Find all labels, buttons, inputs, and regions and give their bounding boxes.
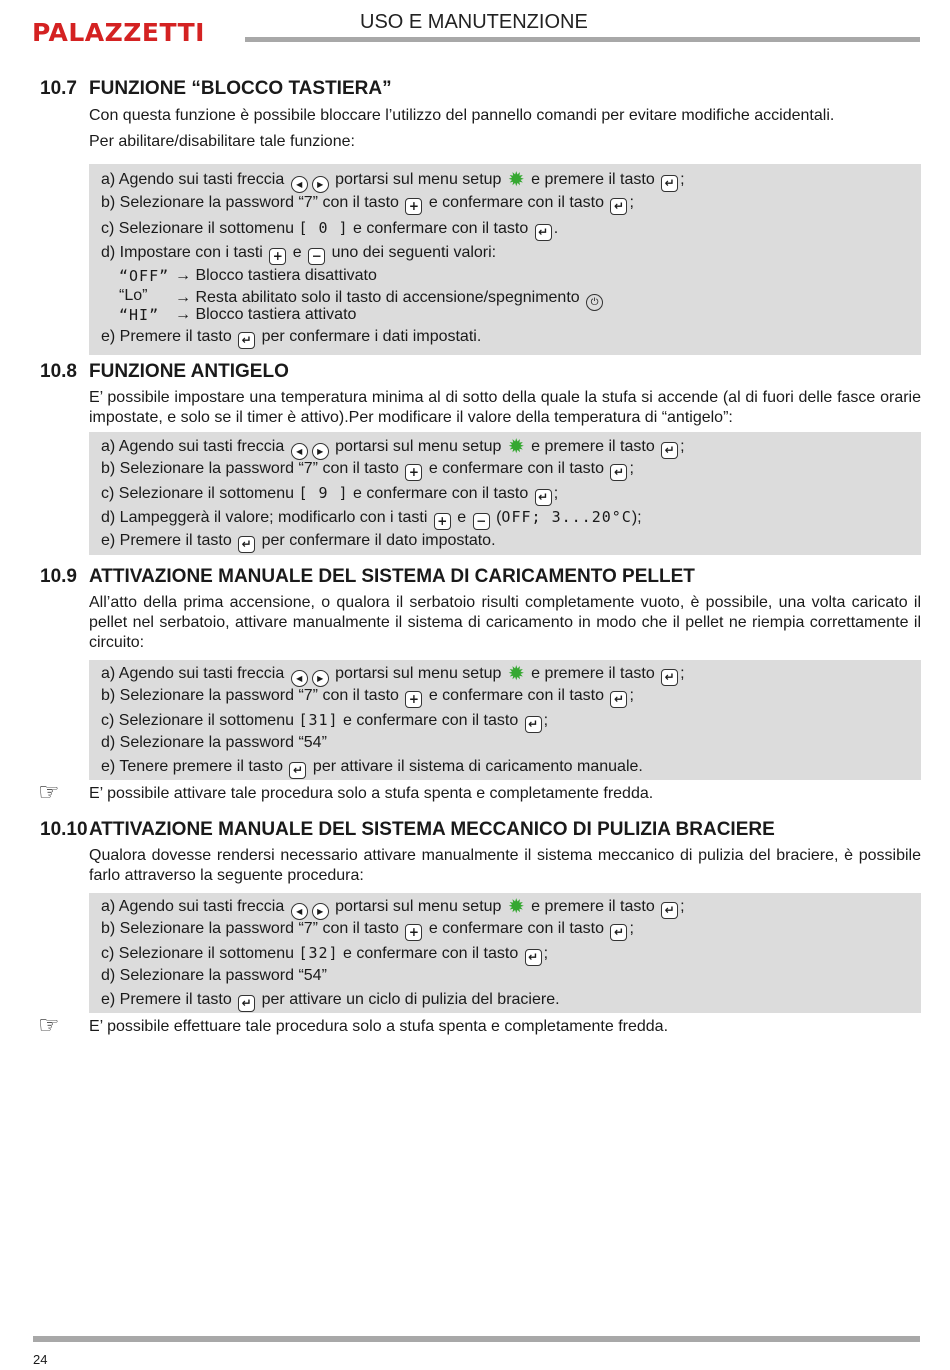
step-text: per attivare un ciclo di pulizia del braciere. [261,991,560,1008]
enter-key-icon: ↵ [535,489,552,506]
pointing-hand-icon: ☞ [38,1011,60,1039]
gear-icon: ✹ [507,434,525,458]
plus-key-icon: + [405,198,422,215]
enter-key-icon: ↵ [525,716,542,733]
section-number: 10.7 [40,78,77,99]
value-code-off: “OFF” [119,267,170,285]
step-text: e confermare con il tasto [343,945,519,962]
step-text: ; [629,460,634,477]
arrow-right-key-icon: ▶ [312,670,329,687]
submenu-code: [ 9 ] [298,484,349,502]
step-d [101,966,327,986]
step-text: portarsi sul menu setup [335,665,502,682]
step-text: ; [629,920,634,937]
step-text: e confermare con il tasto [428,194,605,211]
enter-key-icon: ↵ [525,949,542,966]
step-b [101,919,634,939]
section-title: FUNZIONE “BLOCCO TASTIERA” [89,78,392,99]
step-b [101,686,634,706]
arrow-left-key-icon: ◀ [291,176,308,193]
intro-text: All’atto della prima accensione, o qualora il serbatoio risulti completamente vuoto, è possibile, una volta caricato il pellet nel serbatoio, attivare manualmente il sistema di caricamento in modo che il pellet ne riempia correttamente il circuito: [89,594,921,651]
minus-key-icon: − [473,513,490,530]
value-description: → Blocco tastiera attivato [175,306,357,323]
gear-icon: ✹ [507,661,525,685]
arrow-left-key-icon: ◀ [291,443,308,460]
section-heading [40,819,775,841]
intro-text: E’ possibile impostare una temperatura minima al di sotto della quale la stufa si accende (al di fuori delle fasce orarie impostate, e solo se il timer è attivo).Per modificare il valore della temperatura di “antigelo”: [89,389,921,426]
gear-icon: ✹ [507,894,525,918]
step-text: e confermare con il tasto [343,712,519,729]
step-text: e confermare con il tasto [428,687,605,704]
submenu-code: [32] [298,944,339,962]
footer-rule [33,1336,920,1342]
instruction-box [89,164,921,355]
section-number: 10.9 [40,566,77,587]
step-text: e confermare con il tasto [353,220,529,237]
submenu-code: [31] [298,711,339,729]
pointing-hand-icon: ☞ [38,778,60,806]
intro-text: Qualora dovesse rendersi necessario attivare manualmente il sistema meccanico di pulizia del braciere, è possibile farlo attraverso la seguente procedura: [89,847,921,884]
step-d [101,243,496,263]
submenu-code: [ 0 ] [298,219,349,237]
enter-key-icon: ↵ [610,691,627,708]
enter-key-icon: ↵ [661,669,678,686]
step-text: e premere il tasto [531,665,655,682]
step-text: ); [631,509,642,526]
step-text: e [292,244,302,261]
step-text: b) Selezionare la password “7” con il tasto [101,460,399,477]
minus-key-icon: − [308,248,325,265]
step-text: e premere il tasto [531,438,655,455]
section-heading [40,361,289,383]
step-a [101,663,685,683]
section-heading [40,78,392,100]
step-text: c) Selezionare il sottomenu [101,220,294,237]
step-e [101,327,481,347]
step-d [101,733,327,753]
step-text: a) Agendo sui tasti freccia [101,171,285,188]
section-title: ATTIVAZIONE MANUALE DEL SISTEMA MECCANICO DI PULIZIA BRACIERE [89,819,775,840]
power-icon: ⏻ [586,294,603,311]
step-text: e premere il tasto [531,898,655,915]
step-text: e premere il tasto [531,171,655,188]
enter-key-icon: ↵ [238,536,255,553]
intro-text: Per abilitare/disabilitare tale funzione: [89,133,355,150]
step-text: ; [543,712,549,729]
enter-key-icon: ↵ [610,924,627,941]
step-d [101,507,642,527]
value-description: → Blocco tastiera disattivato [175,267,377,284]
step-text: per attivare il sistema di caricamento manuale. [312,758,643,775]
enter-key-icon: ↵ [289,762,306,779]
enter-key-icon: ↵ [661,442,678,459]
step-e [101,990,560,1010]
enter-key-icon: ↵ [238,995,255,1012]
enter-key-icon: ↵ [535,224,552,241]
step-text: b) Selezionare la password “7” con il tasto [101,687,399,704]
enter-key-icon: ↵ [661,902,678,919]
section-heading [40,566,695,588]
step-text: d) Lampeggerà il valore; modificarlo con i tasti [101,509,428,526]
step-text: d) Impostare con i tasti [101,244,263,261]
step-text: ; [680,665,685,682]
step-text: uno dei seguenti valori: [331,244,497,261]
arrow-right-key-icon: ▶ [312,903,329,920]
intro-text: Con questa funzione è possibile bloccare l’utilizzo del pannello comandi per evitare modifiche accidentali. [89,107,835,124]
arrow-right-key-icon: ▶ [312,443,329,460]
plus-key-icon: + [405,924,422,941]
step-text: e) Premere il tasto [101,532,232,549]
step-text: ; [629,194,634,211]
step-text: ; [680,898,685,915]
step-c [101,710,548,730]
step-text: . [553,220,559,237]
section-number: 10.10 [40,819,88,840]
header-title: USO E MANUTENZIONE [360,11,588,33]
value-description-text: → Resta abilitato solo il tasto di accensione/spegnimento [175,289,580,306]
step-text: ; [680,438,685,455]
header-rule [245,37,920,42]
brand-logo: PALAZZETTI [32,18,205,47]
step-text: c) Selezionare il sottomenu [101,712,294,729]
arrow-left-key-icon: ◀ [291,670,308,687]
step-b [101,193,634,213]
step-text: e confermare con il tasto [428,460,605,477]
step-text: b) Selezionare la password “7” con il tasto [101,194,399,211]
plus-key-icon: + [434,513,451,530]
step-e [101,757,643,777]
step-text: ; [543,945,549,962]
instruction-box [89,660,921,780]
enter-key-icon: ↵ [610,198,627,215]
step-c [101,218,558,238]
note-text: E’ possibile effettuare tale procedura solo a stufa spenta e completamente fredda. [89,1018,669,1035]
step-text: e) Premere il tasto [101,991,232,1008]
step-b [101,459,634,479]
step-text: per confermare i dati impostati. [261,328,482,345]
section-number: 10.8 [40,361,77,382]
step-a [101,436,685,456]
step-text: ; [553,485,559,502]
step-text: b) Selezionare la password “7” con il tasto [101,920,399,937]
step-a [101,896,685,916]
enter-key-icon: ↵ [661,175,678,192]
step-text: c) Selezionare il sottomenu [101,485,294,502]
step-text: e) Tenere premere il tasto [101,758,284,775]
step-text: e) Premere il tasto [101,328,232,345]
value-code-lo: “Lo” [119,287,148,304]
step-text: e confermare con il tasto [428,920,605,937]
step-text: portarsi sul menu setup [335,171,502,188]
page-number: 24 [33,1352,48,1367]
section-title: FUNZIONE ANTIGELO [89,361,289,382]
step-text: a) Agendo sui tasti freccia [101,665,285,682]
step-text: e confermare con il tasto [353,485,529,502]
step-text: d) Selezionare la password “54” [101,734,327,751]
section-title: ATTIVAZIONE MANUALE DEL SISTEMA DI CARICAMENTO PELLET [89,566,695,587]
step-a [101,169,685,189]
value-range-code: OFF; 3...20°C [501,508,632,526]
step-text: ( [496,509,502,526]
step-c [101,483,558,503]
instruction-box [89,893,921,1013]
enter-key-icon: ↵ [610,464,627,481]
step-c [101,943,548,963]
enter-key-icon: ↵ [238,332,255,349]
step-e [101,531,496,551]
step-text: d) Selezionare la password “54” [101,967,327,984]
instruction-box [89,432,921,555]
value-code-hi: “HI” [119,306,160,324]
plus-key-icon: + [405,464,422,481]
plus-key-icon: + [269,248,286,265]
step-text: ; [680,171,685,188]
arrow-left-key-icon: ◀ [291,903,308,920]
plus-key-icon: + [405,691,422,708]
step-text: portarsi sul menu setup [335,438,502,455]
step-text: a) Agendo sui tasti freccia [101,438,285,455]
note-text: E’ possibile attivare tale procedura solo a stufa spenta e completamente fredda. [89,785,654,802]
step-text: per confermare il dato impostato. [261,532,496,549]
step-text: c) Selezionare il sottomenu [101,945,294,962]
step-text: ; [629,687,634,704]
step-text: e [457,509,467,526]
arrow-right-key-icon: ▶ [312,176,329,193]
step-text: a) Agendo sui tasti freccia [101,898,285,915]
step-text: portarsi sul menu setup [335,898,502,915]
gear-icon: ✹ [507,167,525,191]
